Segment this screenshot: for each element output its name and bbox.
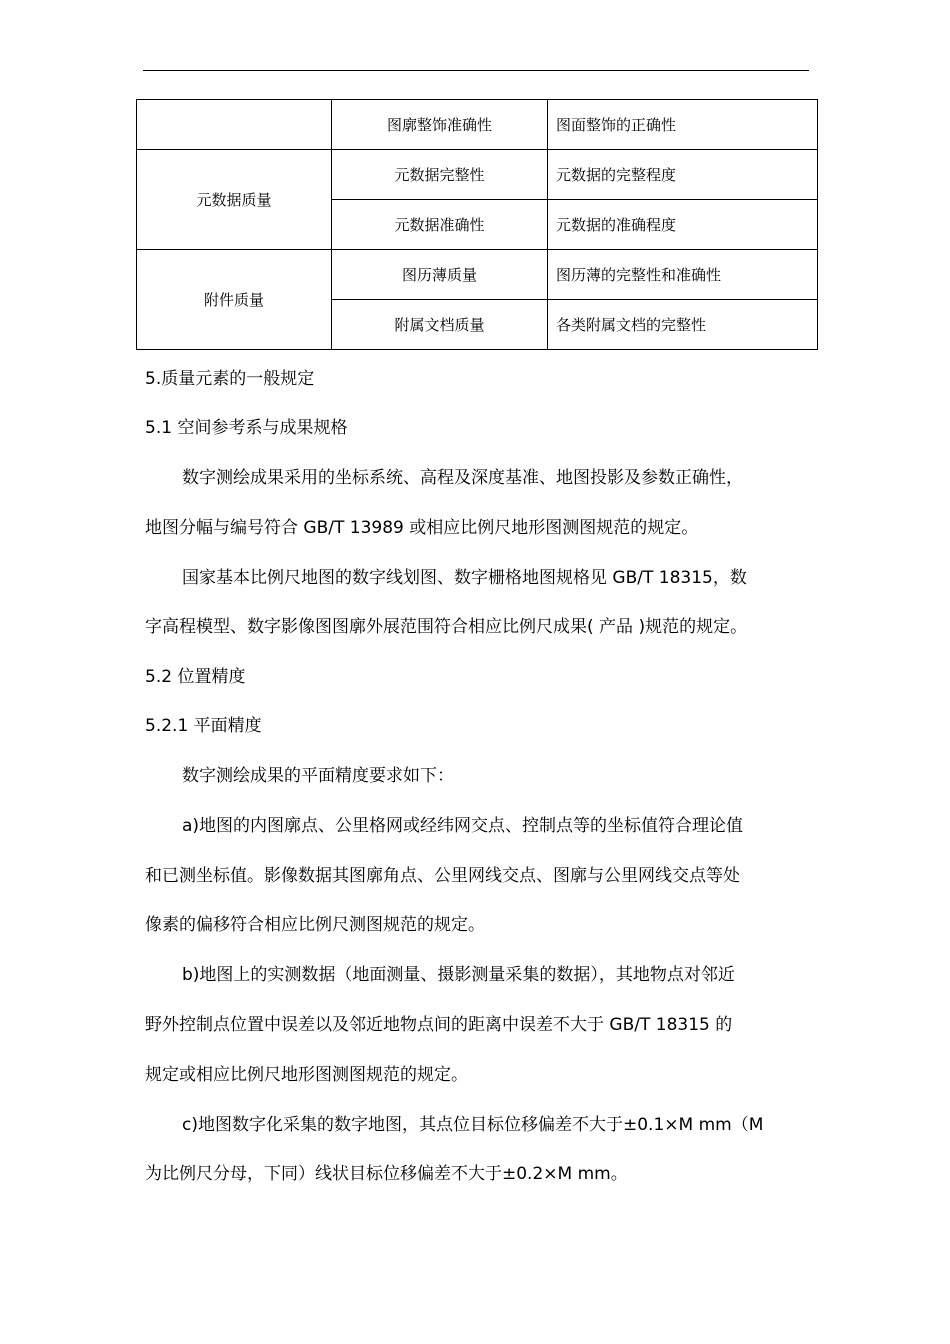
paragraph-line: b)地图上的实测数据（地面测量、摄影测量采集的数据），其地物点对邻近: [182, 965, 735, 985]
element-cell: 图廓整饰准确性: [332, 100, 548, 150]
description-cell: 图历薄的完整性和准确性: [548, 250, 818, 300]
element-cell: 元数据完整性: [332, 150, 548, 200]
section-heading-5-2: 5.2 位置精度: [145, 667, 246, 687]
section-heading-5: 5.质量元素的一般规定: [145, 369, 315, 389]
element-cell: 附属文档质量: [332, 300, 548, 350]
paragraph-line: 字高程模型、数字影像图图廓外展范围符合相应比例尺成果( 产品 )规范的规定。: [145, 617, 748, 637]
table-row: [137, 150, 818, 200]
paragraph-line: a)地图的内图廓点、公里格网或经纬网交点、控制点等的坐标值符合理论值: [182, 816, 744, 836]
description-cell: 各类附属文档的完整性: [548, 300, 818, 350]
group-cell: 元数据质量: [137, 150, 332, 250]
paragraph-line: 和已测坐标值。影像数据其图廓角点、公里网线交点、图廓与公里网线交点等处: [145, 866, 740, 886]
section-heading-5-1: 5.1 空间参考系与成果规格: [145, 418, 348, 438]
header-rule: [143, 70, 809, 71]
description-cell: 元数据的完整程度: [548, 150, 818, 200]
paragraph-line: 野外控制点位置中误差以及邻近地物点间的距离中误差不大于 GB/T 18315 的: [145, 1015, 733, 1035]
paragraph-line: 规定或相应比例尺地形图测图规范的规定。: [145, 1065, 468, 1085]
paragraph-line: 数字测绘成果的平面精度要求如下：: [182, 766, 454, 786]
paragraph-line: c)地图数字化采集的数字地图，其点位目标位移偏差不大于±0.1×M mm（M: [182, 1115, 764, 1135]
group-cell: [137, 100, 332, 150]
description-cell: 元数据的准确程度: [548, 200, 818, 250]
table-row: [137, 100, 818, 150]
paragraph-line: 像素的偏移符合相应比例尺测图规范的规定。: [145, 915, 485, 935]
description-cell: 图面整饰的正确性: [548, 100, 818, 150]
element-cell: 图历薄质量: [332, 250, 548, 300]
section-heading-5-2-1: 5.2.1 平面精度: [145, 716, 262, 736]
quality-table: [136, 99, 818, 350]
table-row: [137, 250, 818, 300]
group-cell: 附件质量: [137, 250, 332, 350]
paragraph-line: 地图分幅与编号符合 GB/T 13989 或相应比例尺地形图测图规范的规定。: [145, 518, 699, 538]
paragraph-line: 国家基本比例尺地图的数字线划图、数字栅格地图规格见 GB/T 18315，数: [182, 568, 747, 588]
paragraph-line: 数字测绘成果采用的坐标系统、高程及深度基准、地图投影及参数正确性，: [182, 468, 743, 488]
paragraph-line: 为比例尺分母，下同）线状目标位移偏差不大于±0.2×M mm。: [145, 1164, 628, 1184]
element-cell: 元数据准确性: [332, 200, 548, 250]
